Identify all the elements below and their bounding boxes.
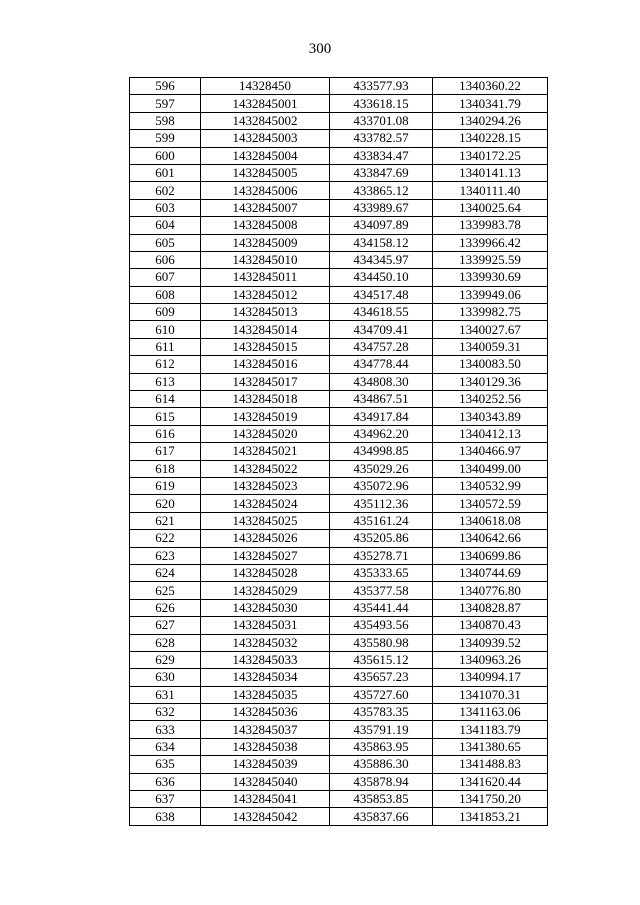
table-row	[130, 460, 548, 477]
point-number-cell: 614	[130, 391, 201, 408]
point-number-cell: 625	[130, 582, 201, 599]
table-row	[130, 391, 548, 408]
point-number-cell: 629	[130, 651, 201, 668]
point-number-cell: 616	[130, 425, 201, 442]
x-coordinate-cell: 433865.12	[330, 182, 433, 199]
y-coordinate-cell: 1340027.67	[433, 321, 548, 338]
x-coordinate-cell: 435727.60	[330, 686, 433, 703]
y-coordinate-cell: 1340294.26	[433, 112, 548, 129]
point-number-cell: 612	[130, 356, 201, 373]
point-id-cell: 1432845027	[201, 547, 330, 564]
point-number-cell: 596	[130, 78, 201, 95]
x-coordinate-cell: 435580.98	[330, 634, 433, 651]
x-coordinate-cell: 435205.86	[330, 530, 433, 547]
table-row	[130, 738, 548, 755]
y-coordinate-cell: 1339982.75	[433, 304, 548, 321]
point-number-cell: 608	[130, 286, 201, 303]
x-coordinate-cell: 434808.30	[330, 373, 433, 390]
point-number-cell: 605	[130, 234, 201, 251]
point-id-cell: 1432845025	[201, 512, 330, 529]
x-coordinate-cell: 433618.15	[330, 95, 433, 112]
table-row	[130, 512, 548, 529]
point-number-cell: 630	[130, 669, 201, 686]
point-id-cell: 1432845002	[201, 112, 330, 129]
point-id-cell: 1432845038	[201, 738, 330, 755]
y-coordinate-cell: 1340412.13	[433, 425, 548, 442]
x-coordinate-cell: 435853.85	[330, 791, 433, 808]
y-coordinate-cell: 1340111.40	[433, 182, 548, 199]
x-coordinate-cell: 435783.35	[330, 704, 433, 721]
x-coordinate-cell: 434097.89	[330, 217, 433, 234]
point-id-cell: 1432845001	[201, 95, 330, 112]
page-number: 300	[308, 41, 332, 57]
y-coordinate-cell: 1339930.69	[433, 269, 548, 286]
coordinates-table-body	[130, 78, 548, 826]
x-coordinate-cell: 434778.44	[330, 356, 433, 373]
table-row	[130, 704, 548, 721]
x-coordinate-cell: 435441.44	[330, 599, 433, 616]
x-coordinate-cell: 433834.47	[330, 147, 433, 164]
table-row	[130, 477, 548, 494]
y-coordinate-cell: 1340141.13	[433, 164, 548, 181]
point-number-cell: 638	[130, 808, 201, 825]
point-id-cell: 1432845017	[201, 373, 330, 390]
table-row	[130, 599, 548, 616]
x-coordinate-cell: 434158.12	[330, 234, 433, 251]
coordinates-table	[129, 77, 548, 826]
table-row	[130, 443, 548, 460]
x-coordinate-cell: 435377.58	[330, 582, 433, 599]
y-coordinate-cell: 1341183.79	[433, 721, 548, 738]
table-row	[130, 808, 548, 825]
point-id-cell: 1432845036	[201, 704, 330, 721]
point-number-cell: 619	[130, 477, 201, 494]
table-row	[130, 564, 548, 581]
y-coordinate-cell: 1340744.69	[433, 564, 548, 581]
x-coordinate-cell: 433782.57	[330, 130, 433, 147]
x-coordinate-cell: 435837.66	[330, 808, 433, 825]
point-id-cell: 1432845040	[201, 773, 330, 790]
x-coordinate-cell: 435278.71	[330, 547, 433, 564]
table-row	[130, 773, 548, 790]
table-row	[130, 756, 548, 773]
y-coordinate-cell: 1340129.36	[433, 373, 548, 390]
x-coordinate-cell: 434709.41	[330, 321, 433, 338]
x-coordinate-cell: 433847.69	[330, 164, 433, 181]
point-id-cell: 1432845016	[201, 356, 330, 373]
point-id-cell: 1432845010	[201, 251, 330, 268]
point-number-cell: 601	[130, 164, 201, 181]
y-coordinate-cell: 1340025.64	[433, 199, 548, 216]
point-number-cell: 621	[130, 512, 201, 529]
table-row	[130, 251, 548, 268]
point-number-cell: 627	[130, 617, 201, 634]
point-id-cell: 1432845035	[201, 686, 330, 703]
y-coordinate-cell: 1340532.99	[433, 477, 548, 494]
table-row	[130, 425, 548, 442]
point-id-cell: 1432845006	[201, 182, 330, 199]
y-coordinate-cell: 1340499.00	[433, 460, 548, 477]
y-coordinate-cell: 1340963.26	[433, 651, 548, 668]
table-row	[130, 269, 548, 286]
x-coordinate-cell: 434757.28	[330, 338, 433, 355]
x-coordinate-cell: 434450.10	[330, 269, 433, 286]
point-number-cell: 631	[130, 686, 201, 703]
x-coordinate-cell: 434345.97	[330, 251, 433, 268]
y-coordinate-cell: 1340642.66	[433, 530, 548, 547]
table-row	[130, 651, 548, 668]
y-coordinate-cell: 1339966.42	[433, 234, 548, 251]
table-row	[130, 686, 548, 703]
point-number-cell: 632	[130, 704, 201, 721]
table-row	[130, 356, 548, 373]
point-id-cell: 1432845033	[201, 651, 330, 668]
x-coordinate-cell: 435112.36	[330, 495, 433, 512]
point-number-cell: 623	[130, 547, 201, 564]
point-id-cell: 14328450	[201, 78, 330, 95]
table-row	[130, 164, 548, 181]
y-coordinate-cell: 1340776.80	[433, 582, 548, 599]
y-coordinate-cell: 1340252.56	[433, 391, 548, 408]
point-id-cell: 1432845020	[201, 425, 330, 442]
point-number-cell: 598	[130, 112, 201, 129]
point-id-cell: 1432845042	[201, 808, 330, 825]
y-coordinate-cell: 1340466.97	[433, 443, 548, 460]
point-id-cell: 1432845012	[201, 286, 330, 303]
table-row	[130, 582, 548, 599]
y-coordinate-cell: 1341620.44	[433, 773, 548, 790]
point-number-cell: 635	[130, 756, 201, 773]
x-coordinate-cell: 434867.51	[330, 391, 433, 408]
point-id-cell: 1432845018	[201, 391, 330, 408]
table-row	[130, 338, 548, 355]
x-coordinate-cell: 435333.65	[330, 564, 433, 581]
point-id-cell: 1432845026	[201, 530, 330, 547]
point-id-cell: 1432845007	[201, 199, 330, 216]
x-coordinate-cell: 435493.56	[330, 617, 433, 634]
y-coordinate-cell: 1340699.86	[433, 547, 548, 564]
point-id-cell: 1432845021	[201, 443, 330, 460]
y-coordinate-cell: 1341070.31	[433, 686, 548, 703]
point-number-cell: 611	[130, 338, 201, 355]
x-coordinate-cell: 435863.95	[330, 738, 433, 755]
x-coordinate-cell: 434618.55	[330, 304, 433, 321]
table-row	[130, 304, 548, 321]
point-id-cell: 1432845019	[201, 408, 330, 425]
point-number-cell: 636	[130, 773, 201, 790]
point-number-cell: 622	[130, 530, 201, 547]
y-coordinate-cell: 1340341.79	[433, 95, 548, 112]
y-coordinate-cell: 1340870.43	[433, 617, 548, 634]
point-id-cell: 1432845004	[201, 147, 330, 164]
y-coordinate-cell: 1339925.59	[433, 251, 548, 268]
table-row	[130, 130, 548, 147]
point-number-cell: 633	[130, 721, 201, 738]
point-id-cell: 1432845005	[201, 164, 330, 181]
y-coordinate-cell: 1340939.52	[433, 634, 548, 651]
x-coordinate-cell: 435657.23	[330, 669, 433, 686]
point-number-cell: 613	[130, 373, 201, 390]
point-number-cell: 600	[130, 147, 201, 164]
x-coordinate-cell: 434998.85	[330, 443, 433, 460]
x-coordinate-cell: 435615.12	[330, 651, 433, 668]
point-id-cell: 1432845041	[201, 791, 330, 808]
table-row	[130, 321, 548, 338]
table-row	[130, 634, 548, 651]
point-number-cell: 604	[130, 217, 201, 234]
point-number-cell: 606	[130, 251, 201, 268]
point-number-cell: 599	[130, 130, 201, 147]
x-coordinate-cell: 433577.93	[330, 78, 433, 95]
point-id-cell: 1432845015	[201, 338, 330, 355]
x-coordinate-cell: 435878.94	[330, 773, 433, 790]
point-number-cell: 615	[130, 408, 201, 425]
y-coordinate-cell: 1341488.83	[433, 756, 548, 773]
y-coordinate-cell: 1340083.50	[433, 356, 548, 373]
point-id-cell: 1432845008	[201, 217, 330, 234]
table-row	[130, 721, 548, 738]
point-id-cell: 1432845022	[201, 460, 330, 477]
point-id-cell: 1432845014	[201, 321, 330, 338]
y-coordinate-cell: 1340618.08	[433, 512, 548, 529]
table-row	[130, 530, 548, 547]
point-number-cell: 618	[130, 460, 201, 477]
x-coordinate-cell: 434917.84	[330, 408, 433, 425]
table-row	[130, 408, 548, 425]
table-row	[130, 217, 548, 234]
y-coordinate-cell: 1341380.65	[433, 738, 548, 755]
point-id-cell: 1432845029	[201, 582, 330, 599]
y-coordinate-cell: 1340828.87	[433, 599, 548, 616]
y-coordinate-cell: 1340228.15	[433, 130, 548, 147]
table-row	[130, 373, 548, 390]
y-coordinate-cell: 1341163.06	[433, 704, 548, 721]
point-number-cell: 624	[130, 564, 201, 581]
point-id-cell: 1432845009	[201, 234, 330, 251]
point-number-cell: 607	[130, 269, 201, 286]
x-coordinate-cell: 434962.20	[330, 425, 433, 442]
point-id-cell: 1432845024	[201, 495, 330, 512]
point-number-cell: 603	[130, 199, 201, 216]
y-coordinate-cell: 1341750.20	[433, 791, 548, 808]
point-id-cell: 1432845037	[201, 721, 330, 738]
point-id-cell: 1432845034	[201, 669, 330, 686]
table-row	[130, 182, 548, 199]
x-coordinate-cell: 435072.96	[330, 477, 433, 494]
table-row	[130, 112, 548, 129]
point-id-cell: 1432845011	[201, 269, 330, 286]
table-row	[130, 791, 548, 808]
table-row	[130, 234, 548, 251]
y-coordinate-cell: 1340059.31	[433, 338, 548, 355]
point-number-cell: 626	[130, 599, 201, 616]
x-coordinate-cell: 433701.08	[330, 112, 433, 129]
x-coordinate-cell: 435029.26	[330, 460, 433, 477]
point-id-cell: 1432845013	[201, 304, 330, 321]
point-number-cell: 634	[130, 738, 201, 755]
point-id-cell: 1432845039	[201, 756, 330, 773]
point-number-cell: 602	[130, 182, 201, 199]
point-number-cell: 620	[130, 495, 201, 512]
table-row	[130, 547, 548, 564]
point-id-cell: 1432845032	[201, 634, 330, 651]
x-coordinate-cell: 434517.48	[330, 286, 433, 303]
x-coordinate-cell: 435161.24	[330, 512, 433, 529]
y-coordinate-cell: 1340994.17	[433, 669, 548, 686]
point-id-cell: 1432845023	[201, 477, 330, 494]
table-row	[130, 95, 548, 112]
point-number-cell: 597	[130, 95, 201, 112]
y-coordinate-cell: 1340572.59	[433, 495, 548, 512]
point-id-cell: 1432845003	[201, 130, 330, 147]
x-coordinate-cell: 435886.30	[330, 756, 433, 773]
point-id-cell: 1432845031	[201, 617, 330, 634]
table-row	[130, 199, 548, 216]
point-number-cell: 617	[130, 443, 201, 460]
y-coordinate-cell: 1341853.21	[433, 808, 548, 825]
point-number-cell: 609	[130, 304, 201, 321]
point-number-cell: 637	[130, 791, 201, 808]
y-coordinate-cell: 1339983.78	[433, 217, 548, 234]
x-coordinate-cell: 435791.19	[330, 721, 433, 738]
table-row	[130, 286, 548, 303]
point-id-cell: 1432845028	[201, 564, 330, 581]
table-row	[130, 147, 548, 164]
table-row	[130, 669, 548, 686]
y-coordinate-cell: 1340360.22	[433, 78, 548, 95]
table-row	[130, 617, 548, 634]
point-id-cell: 1432845030	[201, 599, 330, 616]
y-coordinate-cell: 1340172.25	[433, 147, 548, 164]
point-number-cell: 610	[130, 321, 201, 338]
point-number-cell: 628	[130, 634, 201, 651]
y-coordinate-cell: 1340343.89	[433, 408, 548, 425]
y-coordinate-cell: 1339949.06	[433, 286, 548, 303]
table-row	[130, 495, 548, 512]
x-coordinate-cell: 433989.67	[330, 199, 433, 216]
table-row	[130, 78, 548, 95]
